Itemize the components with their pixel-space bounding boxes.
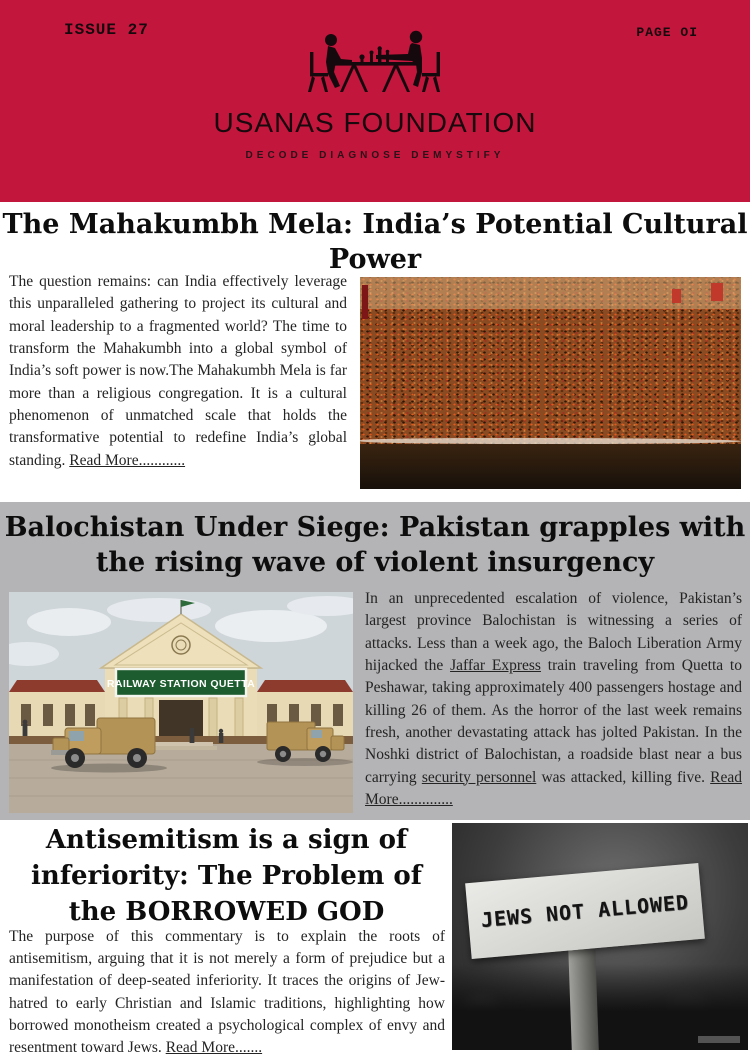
crowd-far-bank bbox=[360, 277, 741, 309]
balochistan-body-text-1: In an unprecedented escalation of violence, Pakistan’s largest province Balochistan is witnessing a series of attacks. Less than a week ago, the Baloch Liberation Army hijacked the bbox=[365, 590, 742, 674]
brand-name: USANAS FOUNDATION bbox=[213, 107, 537, 138]
crowd-flag bbox=[711, 283, 723, 301]
crowd-flag bbox=[672, 289, 681, 303]
mahakumbh-read-more-link[interactable]: Read More............ bbox=[69, 451, 186, 469]
sign-post bbox=[568, 941, 599, 1050]
river-water bbox=[360, 444, 741, 489]
header-banner bbox=[0, 0, 750, 202]
antisemitism-read-more-link[interactable]: Read More....... bbox=[165, 1039, 263, 1057]
balochistan-body bbox=[365, 588, 742, 811]
balochistan-body-text-3: was attacked, killing five. bbox=[536, 768, 711, 786]
jaffar-express-link[interactable]: Jaffar Express bbox=[450, 656, 541, 674]
chess-players-icon bbox=[300, 28, 450, 112]
photo-watermark bbox=[698, 1036, 740, 1043]
article-balochistan bbox=[0, 502, 750, 820]
antisemitism-column bbox=[0, 823, 453, 1060]
sign-board bbox=[465, 863, 705, 959]
mahakumbh-crowd-photo bbox=[360, 277, 741, 489]
issue-label: ISSUE 27 bbox=[64, 21, 149, 39]
mahakumbh-title: The Mahakumbh Mela: India’s Potential Cultural Power bbox=[2, 209, 748, 276]
sign-board-text: JEWS NOT ALLOWED bbox=[480, 889, 690, 933]
page-number-label: PAGE OI bbox=[636, 25, 698, 40]
antisemitism-body-text: The purpose of this commentary is to explain the roots of antisemitism, arguing that it is not merely a form of prejudice but a manifestation of deep-seated inferiority. It traces the origins of Jew-hatred to early Christian and Islamic traditions, highlighting how borrowed monotheism created a psychological complex of envy and resentment toward Jews. bbox=[9, 927, 445, 1057]
antisemitism-title: Antisemitism is a sign of inferiority: The Problem of the BORROWED GOD bbox=[31, 825, 422, 927]
security-personnel-link[interactable]: security personnel bbox=[421, 768, 537, 786]
article-mahakumbh bbox=[0, 202, 750, 502]
balochistan-read-more-link[interactable]: Read More.............. bbox=[365, 768, 743, 808]
brand-tagline: DECODE DIAGNOSE DEMYSTIFY bbox=[245, 150, 505, 161]
crowd-flag bbox=[362, 285, 368, 319]
balochistan-title: Balochistan Under Siege: Pakistan grapples with the rising wave of violent insurgency bbox=[4, 512, 746, 579]
antisemitism-body bbox=[0, 926, 453, 1060]
mahakumbh-body bbox=[9, 271, 347, 472]
railway-station-photo bbox=[9, 592, 353, 813]
mahakumbh-body-text: The question remains: can India effectively leverage this unparalleled gathering to project its cultural and moral leadership to a fragmented world? The time to transform the Mahakumbh into a global symbol of India’s soft power is now.The Mahakumbh Mela is far more than a religious congregation. It is a cultural phenomenon of unmatched scale that holds the transformative potential to redefine India’s global standing. bbox=[9, 273, 347, 469]
jews-not-allowed-photo bbox=[452, 823, 748, 1050]
balochistan-body-text-2: train traveling from Quetta to Peshawar, taking approximately 400 passengers hostage and killing 26 of them. As the horror of the last week remains fresh, another devastating attack has jolted Pakistan. In the Noshki district of Balochistan, a roadside blast near a bus carrying bbox=[365, 656, 742, 786]
article-antisemitism bbox=[0, 820, 750, 1061]
station-sign-text: RAILWAY STATION QUETTA bbox=[106, 678, 256, 690]
